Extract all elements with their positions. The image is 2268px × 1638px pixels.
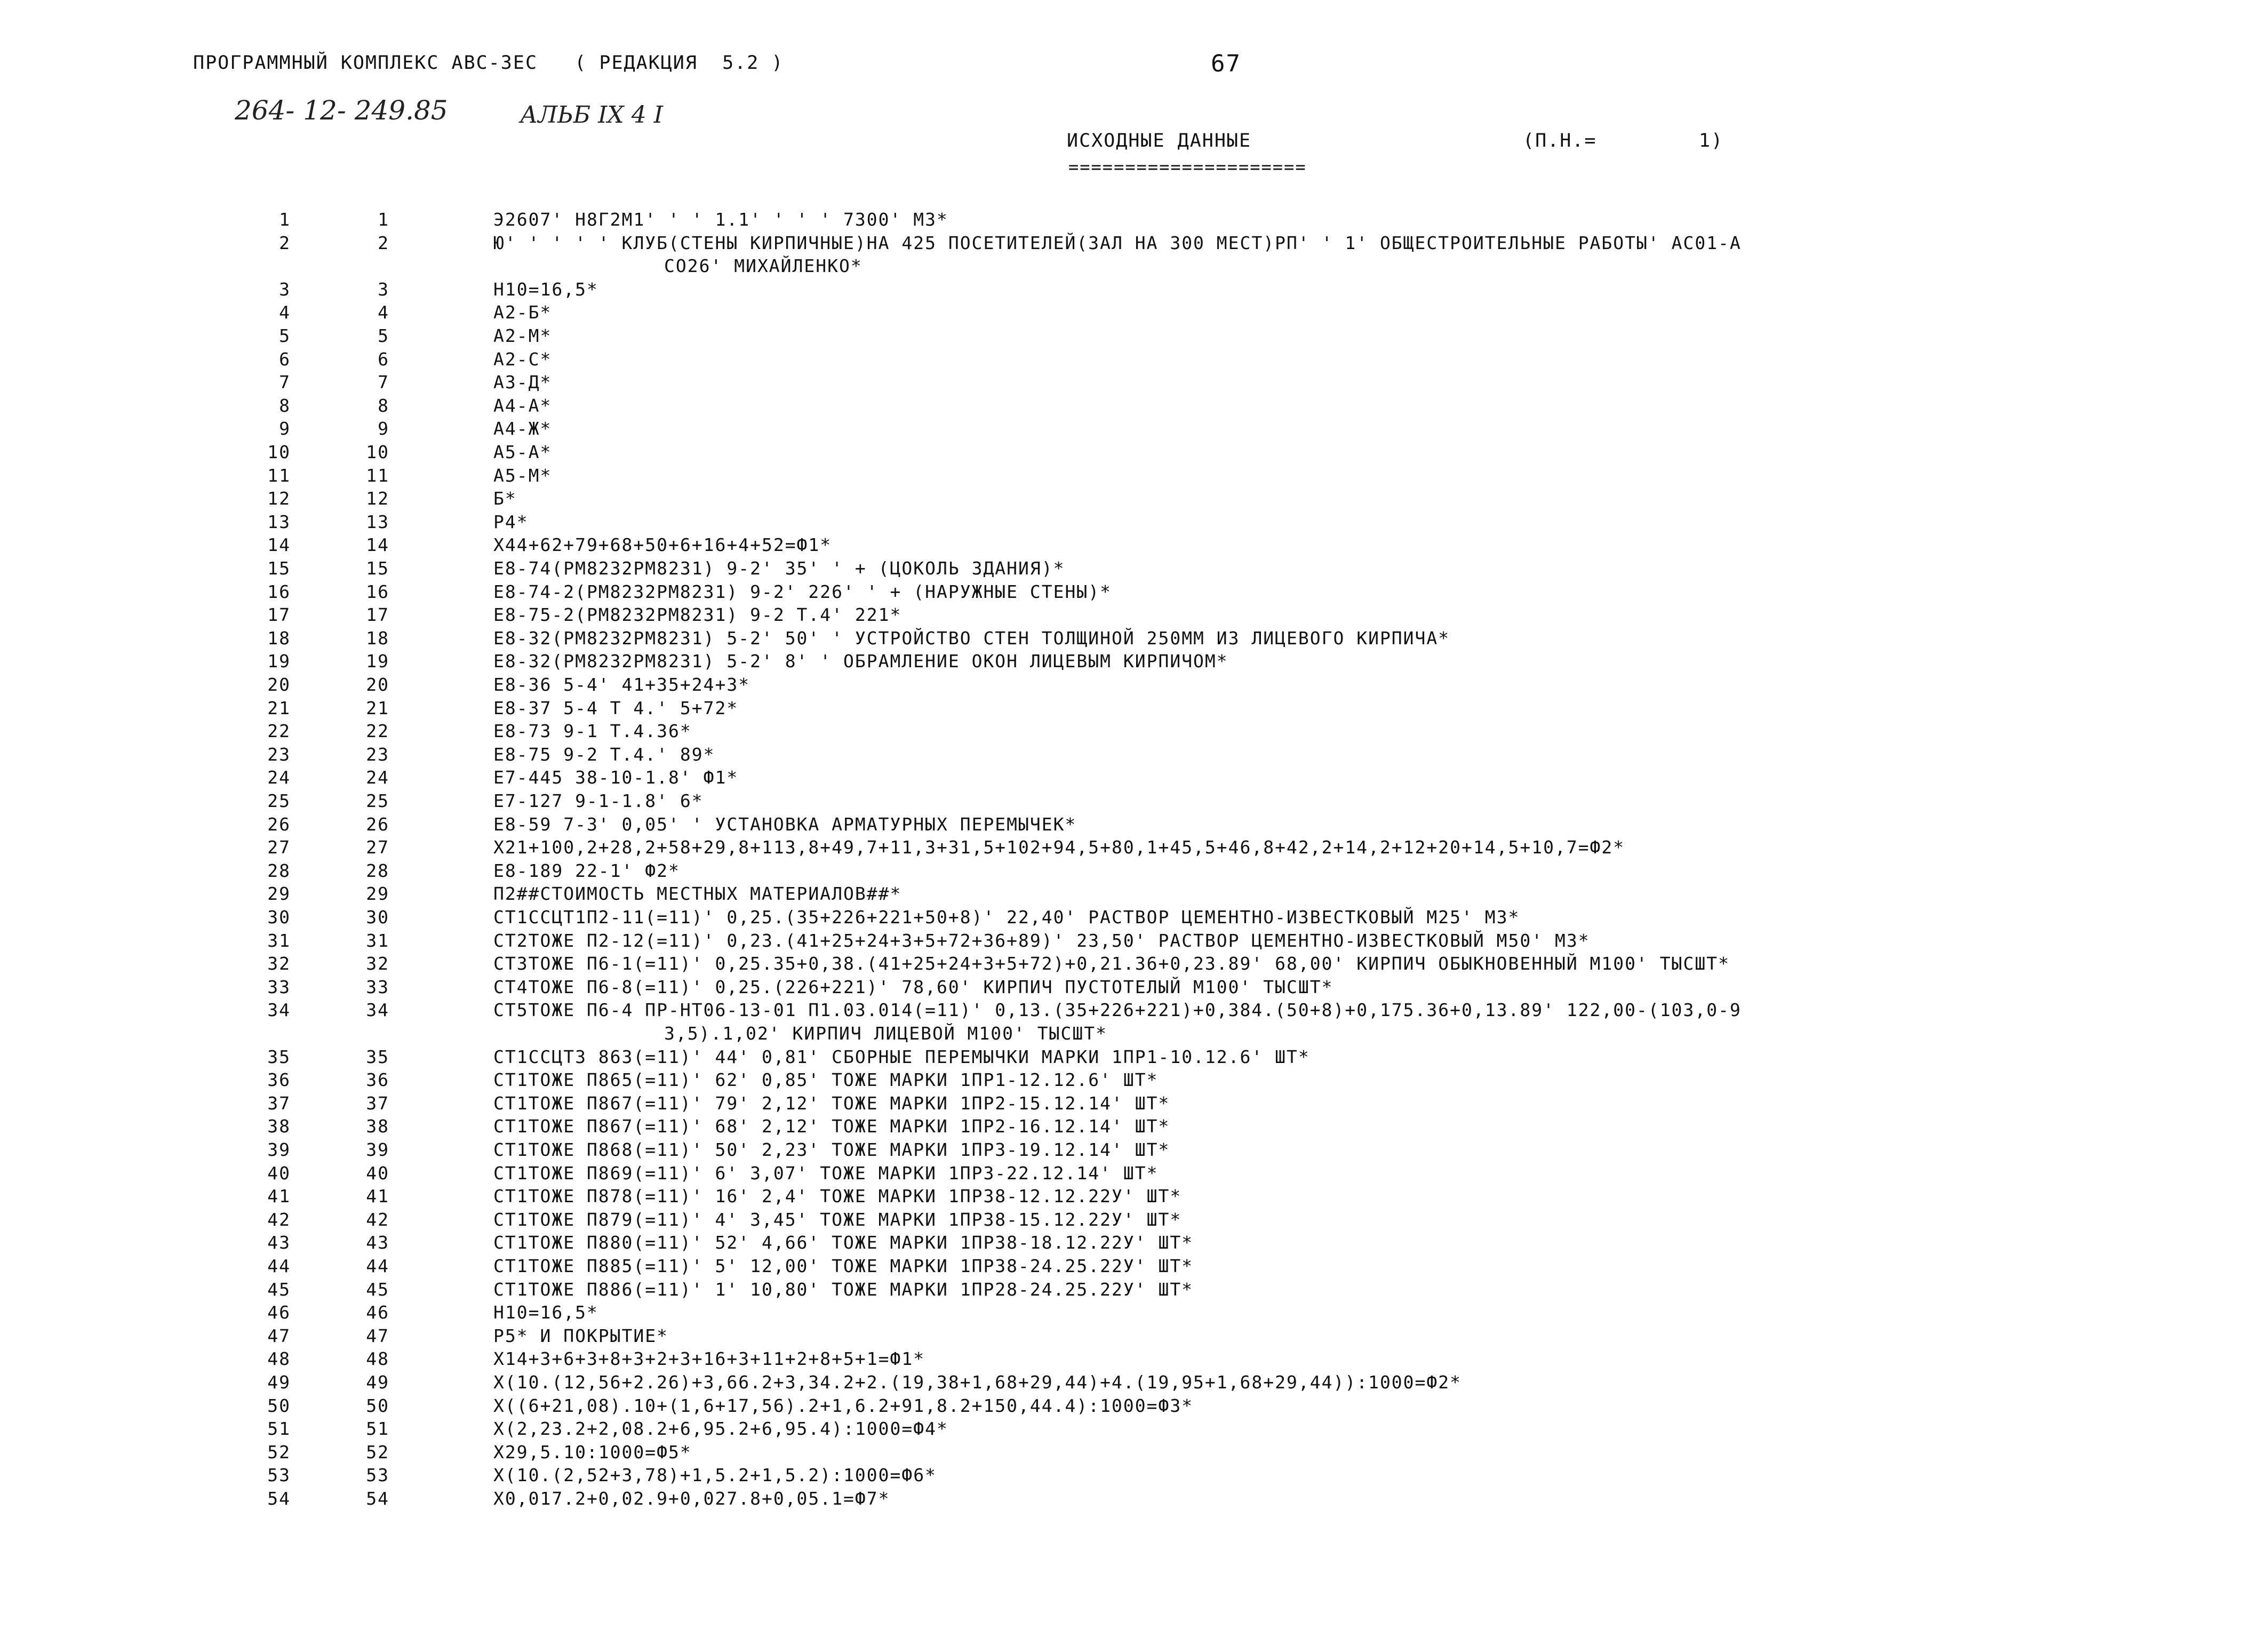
record-number: 31 — [366, 930, 389, 951]
record-text: Н10=16,5* — [493, 278, 598, 300]
record-number: 19 — [366, 651, 389, 672]
listing-row — [0, 1000, 2268, 1023]
record-number: 29 — [366, 883, 389, 905]
line-number: 10 — [267, 442, 291, 462]
line-number: 12 — [267, 488, 291, 509]
listing-row — [0, 1348, 2268, 1372]
handwritten-doc-number: 264- 12- 249.85 — [235, 95, 448, 126]
record-text: СТ1ТОЖЕ П886(=11)' 1' 10,80' ТОЖЕ МАРКИ 1ПР28-24.25.22У' ШТ* — [493, 1279, 1194, 1300]
record-number: 53 — [366, 1465, 389, 1486]
listing-row — [0, 1209, 2268, 1233]
listing-row — [0, 395, 2268, 419]
pn-label: (П.Н.= — [1523, 130, 1597, 151]
record-text: СТ1ТОЖЕ П878(=11)' 16' 2,4' ТОЖЕ МАРКИ 1ПР38-12.12.22У' ШТ* — [493, 1186, 1182, 1207]
record-continuation: 3,5).1,02' КИРПИЧ ЛИЦЕВОЙ М100' ТЫСШТ* — [664, 1023, 1107, 1044]
line-number: 26 — [267, 813, 291, 835]
record-number: 37 — [366, 1092, 389, 1114]
record-text: Е8-32(РМ8232РМ8231) 5-2' 8' ' ОБРАМЛЕНИЕ ОКОН ЛИЦЕВЫМ КИРПИЧОМ* — [493, 651, 1228, 672]
record-text: Х(10.(12,56+2.26)+3,66.2+3,34.2+2.(19,38+1,68+29,44)+4.(19,95+1,68+29,44)):1000=Ф2* — [493, 1372, 1462, 1393]
listing-row — [0, 744, 2268, 768]
record-text: Е8-75 9-2 Т.4.' 89* — [493, 744, 715, 765]
record-number: 32 — [366, 953, 389, 974]
record-number: 45 — [366, 1279, 389, 1300]
listing-row — [0, 1093, 2268, 1116]
record-number: 20 — [366, 674, 389, 695]
record-number: 44 — [366, 1256, 389, 1276]
record-text: Р5* И ПОКРЫТИЕ* — [493, 1325, 669, 1346]
line-number: 20 — [267, 674, 291, 695]
listing-row — [0, 372, 2268, 395]
record-text: Х44+62+79+68+50+6+16+4+52=Ф1* — [493, 534, 832, 556]
record-text: Е8-74-2(РМ8232РМ8231) 9-2' 226' ' + (НАРУЖНЫЕ СТЕНЫ)* — [493, 581, 1112, 602]
record-text: А2-Б* — [493, 302, 552, 323]
record-text: СТ3ТОЖЕ П6-1(=11)' 0,25.35+0,38.(41+25+24+3+5+72)+0,21.36+0,23.89' 68,00' КИРПИЧ ОБЫКНОВЕННЫЙ М100' ТЫСШТ* — [493, 953, 1730, 974]
line-number: 36 — [267, 1069, 291, 1091]
listing-row — [0, 558, 2268, 581]
listing-row — [0, 860, 2268, 884]
line-number: 27 — [267, 837, 291, 858]
record-number: 41 — [366, 1186, 389, 1207]
handwritten-album: АЛЬБ IX 4 I — [520, 101, 664, 129]
record-number: 42 — [366, 1209, 389, 1230]
line-number: 7 — [279, 372, 291, 393]
line-number: 34 — [267, 1000, 291, 1021]
line-number: 45 — [267, 1279, 291, 1300]
record-number: 39 — [366, 1139, 389, 1160]
title-underline: ===================== — [1068, 157, 1307, 177]
listing-row — [0, 512, 2268, 535]
record-text: Е8-32(РМ8232РМ8231) 5-2' 50' ' УСТРОЙСТВО СТЕН ТОЛЩИНОЙ 250ММ ИЗ ЛИЦЕВОГО КИРПИЧА* — [493, 627, 1450, 649]
record-text: СТ4ТОЖЕ П6-8(=11)' 0,25.(226+221)' 78,60' КИРПИЧ ПУСТОТЕЛЫЙ М100' ТЫСШТ* — [493, 976, 1333, 997]
line-number: 13 — [267, 511, 291, 532]
line-number: 37 — [267, 1092, 291, 1114]
line-number: 24 — [267, 767, 291, 788]
listing-row — [0, 325, 2268, 349]
line-number: 22 — [267, 721, 291, 742]
listing-row — [0, 1279, 2268, 1303]
record-text: Х29,5.10:1000=Ф5* — [493, 1441, 692, 1463]
record-text: Э2607' Н8Г2М1' ' ' 1.1' ' ' ' 7300' М3* — [493, 209, 948, 230]
listing-row — [0, 1046, 2268, 1070]
record-number: 7 — [378, 372, 389, 393]
record-number: 2 — [378, 232, 389, 253]
listing-row — [0, 302, 2268, 325]
line-number: 43 — [267, 1232, 291, 1253]
listing-row — [0, 883, 2268, 907]
record-number: 47 — [366, 1325, 389, 1346]
listing-row — [0, 1232, 2268, 1256]
record-text: Р4* — [493, 511, 529, 532]
listing-row — [0, 1325, 2268, 1349]
listing-row — [0, 465, 2268, 489]
record-number: 13 — [366, 511, 389, 532]
line-number: 32 — [267, 953, 291, 974]
record-number: 8 — [378, 395, 389, 416]
listing-row — [0, 1116, 2268, 1139]
line-number: 3 — [279, 278, 291, 300]
line-number: 18 — [267, 627, 291, 649]
listing-row — [0, 279, 2268, 302]
line-number: 33 — [267, 976, 291, 997]
listing-row — [0, 1256, 2268, 1279]
listing-row — [0, 581, 2268, 605]
record-number: 38 — [366, 1116, 389, 1137]
record-text: Е8-37 5-4 Т 4.' 5+72* — [493, 697, 739, 718]
listing-row — [0, 953, 2268, 977]
record-continuation: СО26' МИХАЙЛЕНКО* — [664, 255, 863, 277]
line-number: 44 — [267, 1256, 291, 1276]
listing-row — [0, 907, 2268, 930]
listing-row — [0, 1372, 2268, 1395]
record-text: А2-С* — [493, 348, 552, 370]
record-number: 48 — [366, 1348, 389, 1370]
record-number: 50 — [366, 1395, 389, 1416]
record-number: 26 — [366, 813, 389, 835]
record-number: 3 — [378, 278, 389, 300]
section-title: ИСХОДНЫЕ ДАННЫЕ — [1067, 130, 1252, 151]
listing-row — [0, 767, 2268, 790]
record-text: А4-А* — [493, 395, 552, 416]
record-number: 22 — [366, 721, 389, 742]
record-text: СТ1ТОЖЕ П868(=11)' 50' 2,23' ТОЖЕ МАРКИ 1ПР3-19.12.14' ШТ* — [493, 1139, 1170, 1160]
line-number: 17 — [267, 604, 291, 626]
record-text: А5-А* — [493, 442, 552, 462]
line-number: 15 — [267, 558, 291, 579]
record-text: Е7-127 9-1-1.8' 6* — [493, 790, 704, 811]
record-number: 43 — [366, 1232, 389, 1253]
line-number: 31 — [267, 930, 291, 951]
listing-row — [0, 1163, 2268, 1186]
listing-row — [0, 418, 2268, 442]
record-text: СТ1ТОЖЕ П867(=11)' 68' 2,12' ТОЖЕ МАРКИ 1ПР2-16.12.14' ШТ* — [493, 1116, 1170, 1137]
record-number: 14 — [366, 534, 389, 556]
record-number: 16 — [366, 581, 389, 602]
record-text: Х14+3+6+3+8+3+2+3+16+3+11+2+8+5+1=Ф1* — [493, 1348, 925, 1370]
listing-row — [0, 674, 2268, 698]
line-number: 11 — [267, 465, 291, 486]
line-number: 6 — [279, 348, 291, 370]
listing-row — [0, 604, 2268, 628]
record-number: 54 — [366, 1488, 389, 1509]
line-number: 35 — [267, 1046, 291, 1067]
listing-row — [0, 1139, 2268, 1163]
record-text: Х(10.(2,52+3,78)+1,5.2+1,5.2):1000=Ф6* — [493, 1465, 937, 1486]
listing-row — [0, 534, 2268, 558]
listing-row — [0, 628, 2268, 651]
program-header: ПРОГРАММНЫЙ КОМПЛЕКС АВС-3ЕС ( РЕДАКЦИЯ 5.2 ) — [193, 52, 784, 74]
listing-row — [0, 651, 2268, 674]
line-number: 54 — [267, 1488, 291, 1509]
record-number: 33 — [366, 976, 389, 997]
record-text: СТ1ТОЖЕ П867(=11)' 79' 2,12' ТОЖЕ МАРКИ 1ПР2-15.12.14' ШТ* — [493, 1092, 1170, 1114]
record-text: Е7-445 38-10-1.8' Ф1* — [493, 767, 739, 788]
line-number: 30 — [267, 907, 291, 928]
record-text: СТ2ТОЖЕ П2-12(=11)' 0,23.(41+25+24+3+5+72+36+89)' 23,50' РАСТВОР ЦЕМЕНТНО-ИЗВЕСТКОВЫЙ М50' М3* — [493, 930, 1590, 951]
record-number: 30 — [366, 907, 389, 928]
record-text: Н10=16,5* — [493, 1302, 598, 1323]
line-number: 40 — [267, 1162, 291, 1184]
record-number: 25 — [366, 790, 389, 811]
line-number: 14 — [267, 534, 291, 556]
listing-row — [0, 1302, 2268, 1325]
record-text: Е8-75-2(РМ8232РМ8231) 9-2 Т.4' 221* — [493, 604, 902, 626]
record-number: 5 — [378, 325, 389, 346]
line-number: 46 — [267, 1302, 291, 1323]
record-number: 24 — [366, 767, 389, 788]
line-number: 38 — [267, 1116, 291, 1137]
listing-row — [0, 1186, 2268, 1209]
record-text: СТ1ТОЖЕ П880(=11)' 52' 4,66' ТОЖЕ МАРКИ 1ПР38-18.12.22У' ШТ* — [493, 1232, 1194, 1253]
listing-row — [0, 442, 2268, 465]
line-number: 28 — [267, 860, 291, 881]
listing-row — [0, 209, 2268, 233]
line-number: 9 — [279, 418, 291, 440]
line-number: 16 — [267, 581, 291, 602]
listing-row — [0, 721, 2268, 744]
record-text: А3-Д* — [493, 372, 552, 393]
record-number: 4 — [378, 302, 389, 323]
line-number: 19 — [267, 651, 291, 672]
line-number: 25 — [267, 790, 291, 811]
record-number: 49 — [366, 1372, 389, 1393]
record-text: СТ1ТОЖЕ П879(=11)' 4' 3,45' ТОЖЕ МАРКИ 1ПР38-15.12.22У' ШТ* — [493, 1209, 1182, 1230]
listing-row — [0, 930, 2268, 954]
record-text: А4-Ж* — [493, 418, 552, 440]
line-number: 29 — [267, 883, 291, 905]
line-number: 49 — [267, 1372, 291, 1393]
listing-row — [0, 1465, 2268, 1488]
pn-value: 1) — [1699, 130, 1724, 151]
record-text: СТ5ТОЖЕ П6-4 ПР-НТ06-13-01 П1.03.014(=11)' 0,13.(35+226+221)+0,384.(50+8)+0,175.36+0,13.89' 122,00-(103,0-9 — [493, 1000, 1742, 1021]
record-text: Е8-74(РМ8232РМ8231) 9-2' 35' ' + (ЦОКОЛЬ ЗДАНИЯ)* — [493, 558, 1065, 579]
line-number: 39 — [267, 1139, 291, 1160]
record-text: Ю' ' ' ' ' КЛУБ(СТЕНЫ КИРПИЧНЫЕ)НА 425 ПОСЕТИТЕЛЕЙ(ЗАЛ НА 300 МЕСТ)РП' ' 1' ОБЩЕСТРОИТЕЛЬНЫЕ РАБОТЫ' АС01-А — [493, 232, 1742, 253]
record-text: СТ1ССЦТ1П2-11(=11)' 0,25.(35+226+221+50+8)' 22,40' РАСТВОР ЦЕМЕНТНО-ИЗВЕСТКОВЫЙ М25' М3* — [493, 907, 1520, 928]
line-number: 23 — [267, 744, 291, 765]
record-text: А5-М* — [493, 465, 552, 486]
line-number: 41 — [267, 1186, 291, 1207]
line-number: 47 — [267, 1325, 291, 1346]
record-text: Е8-59 7-3' 0,05' ' УСТАНОВКА АРМАТУРНЫХ ПЕРЕМЫЧЕК* — [493, 813, 1077, 835]
record-text: СТ1ТОЖЕ П885(=11)' 5' 12,00' ТОЖЕ МАРКИ 1ПР38-24.25.22У' ШТ* — [493, 1256, 1194, 1276]
line-number: 21 — [267, 697, 291, 718]
record-number: 15 — [366, 558, 389, 579]
listing-row — [0, 488, 2268, 512]
listing-row — [0, 1395, 2268, 1419]
line-number: 5 — [279, 325, 291, 346]
record-number: 6 — [378, 348, 389, 370]
line-number: 2 — [279, 232, 291, 253]
record-number: 35 — [366, 1046, 389, 1067]
record-number: 51 — [366, 1418, 389, 1440]
record-text: СТ1ТОЖЕ П865(=11)' 62' 0,85' ТОЖЕ МАРКИ 1ПР1-12.12.6' ШТ* — [493, 1069, 1159, 1091]
record-number: 34 — [366, 1000, 389, 1021]
record-text: П2##СТОИМОСТЬ МЕСТНЫХ МАТЕРИАЛОВ##* — [493, 883, 902, 905]
listing-row — [0, 814, 2268, 837]
record-text: Е8-36 5-4' 41+35+24+3* — [493, 674, 750, 695]
record-number: 40 — [366, 1162, 389, 1184]
listing-row — [0, 1442, 2268, 1465]
line-number: 53 — [267, 1465, 291, 1486]
listing-row — [0, 1488, 2268, 1512]
listing-row — [0, 233, 2268, 256]
listing-row — [0, 977, 2268, 1000]
line-number: 1 — [279, 209, 291, 230]
listing-row — [0, 1418, 2268, 1442]
record-text: Е8-73 9-1 Т.4.36* — [493, 721, 692, 742]
record-text: Х((6+21,08).10+(1,6+17,56).2+1,6.2+91,8.2+150,44.4):1000=Ф3* — [493, 1395, 1194, 1416]
listing-row — [0, 349, 2268, 372]
line-number: 8 — [279, 395, 291, 416]
record-number: 46 — [366, 1302, 389, 1323]
listing-row — [0, 698, 2268, 721]
record-text: СТ1ССЦТ3 863(=11)' 44' 0,81' СБОРНЫЕ ПЕРЕМЫЧКИ МАРКИ 1ПР1-10.12.6' ШТ* — [493, 1046, 1310, 1067]
record-number: 23 — [366, 744, 389, 765]
record-text: Б* — [493, 488, 517, 509]
record-number: 28 — [366, 860, 389, 881]
record-text: Х21+100,2+28,2+58+29,8+113,8+49,7+11,3+31,5+102+94,5+80,1+45,5+46,8+42,2+14,2+12+20+14,5+10,7=Ф2* — [493, 837, 1625, 858]
line-number: 51 — [267, 1418, 291, 1440]
record-number: 1 — [378, 209, 389, 230]
record-number: 12 — [366, 488, 389, 509]
record-number: 11 — [366, 465, 389, 486]
page-number: 67 — [1211, 50, 1241, 77]
record-number: 36 — [366, 1069, 389, 1091]
record-number: 17 — [366, 604, 389, 626]
record-text: Х0,017.2+0,02.9+0,027.8+0,05.1=Ф7* — [493, 1488, 890, 1509]
record-text: Е8-189 22-1' Ф2* — [493, 860, 680, 881]
listing-row — [0, 1069, 2268, 1093]
record-number: 18 — [366, 627, 389, 649]
record-text: А2-М* — [493, 325, 552, 346]
record-number: 10 — [366, 442, 389, 462]
line-number: 48 — [267, 1348, 291, 1370]
record-text: СТ1ТОЖЕ П869(=11)' 6' 3,07' ТОЖЕ МАРКИ 1ПР3-22.12.14' ШТ* — [493, 1162, 1159, 1184]
listing-row — [0, 837, 2268, 860]
record-number: 9 — [378, 418, 389, 440]
listing-row — [0, 790, 2268, 814]
record-number: 27 — [366, 837, 389, 858]
record-number: 52 — [366, 1441, 389, 1463]
line-number: 50 — [267, 1395, 291, 1416]
record-text: Х(2,23.2+2,08.2+6,95.2+6,95.4):1000=Ф4* — [493, 1418, 948, 1440]
record-number: 21 — [366, 697, 389, 718]
line-number: 42 — [267, 1209, 291, 1230]
line-number: 52 — [267, 1441, 291, 1463]
line-number: 4 — [279, 302, 291, 323]
